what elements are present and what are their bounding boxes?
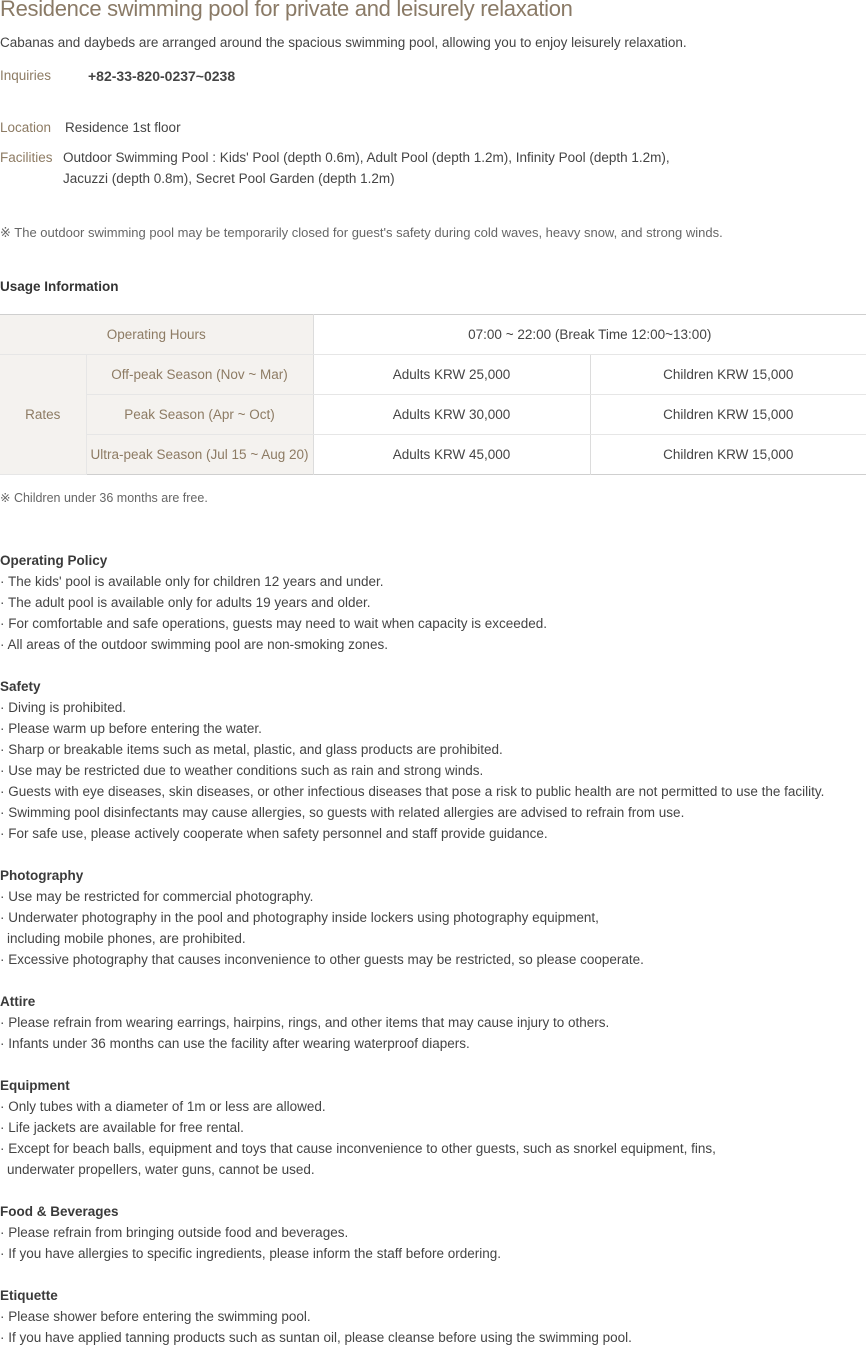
rate-row: [0, 355, 866, 395]
policy-item: · Underwater photography in the pool and photography inside lockers using photography equipment,: [0, 910, 599, 925]
policy-item: · Excessive photography that causes inconvenience to other guests may be restricted, so please cooperate.: [0, 952, 644, 967]
facilities-label: Facilities: [0, 150, 53, 165]
operating-hours-value: 07:00 ~ 22:00 (Break Time 12:00~13:00): [313, 315, 866, 355]
adult-rate: Adults KRW 30,000: [313, 395, 590, 435]
children-free-note: ※ Children under 36 months are free.: [0, 491, 208, 505]
policy-heading: Etiquette: [0, 1288, 58, 1303]
facilities-line-1: Outdoor Swimming Pool : Kids' Pool (depth 0.6m), Adult Pool (depth 1.2m), Infinity Pool (depth 1.2m),: [63, 150, 670, 165]
section-spacer: [0, 970, 824, 991]
section-spacer: [0, 655, 824, 676]
policy-item: · Guests with eye diseases, skin diseases, or other infectious diseases that pose a risk to public health are not permitted to use the facility.: [0, 784, 825, 799]
policy-item: · Diving is prohibited.: [0, 700, 127, 715]
policy-item: · For comfortable and safe operations, guests may need to wait when capacity is exceeded.: [0, 616, 548, 631]
rates-label: Rates: [0, 355, 86, 475]
policy-item: · For safe use, please actively cooperate when safety personnel and staff provide guidance.: [0, 826, 548, 841]
policy-heading: Attire: [0, 994, 36, 1009]
policy-item: · If you have allergies to specific ingredients, please inform the staff before ordering.: [0, 1246, 502, 1261]
season-label: Ultra-peak Season (Jul 15 ~ Aug 20): [86, 435, 313, 475]
policy-item: · All areas of the outdoor swimming pool are non-smoking zones.: [0, 637, 388, 652]
policy-item: · Life jackets are available for free rental.: [0, 1120, 244, 1135]
section-spacer: [0, 844, 824, 865]
policy-sections: [0, 550, 824, 1348]
operating-hours-row: [0, 315, 866, 355]
season-label: Peak Season (Apr ~ Oct): [86, 395, 313, 435]
location-value: Residence 1st floor: [65, 120, 181, 135]
policy-item: underwater propellers, water guns, cannot be used.: [7, 1162, 315, 1177]
inquiries-label: Inquiries: [0, 68, 52, 83]
policy-item: · Sharp or breakable items such as metal, plastic, and glass products are prohibited.: [0, 742, 503, 757]
policy-item: · Infants under 36 months can use the facility after wearing waterproof diapers.: [0, 1036, 470, 1051]
adult-rate: Adults KRW 45,000: [392, 447, 511, 462]
operating-hours-label: Operating Hours: [0, 315, 313, 355]
policy-heading: Safety: [0, 679, 41, 694]
location-label: Location: [0, 120, 52, 135]
rate-row: [0, 435, 866, 475]
child-rate: Children KRW 15,000: [590, 395, 866, 435]
usage-table: [0, 314, 866, 475]
closure-note: ※ The outdoor swimming pool may be temporarily closed for guest's safety during cold waves, heavy snow, and strong winds.: [0, 225, 723, 240]
policy-item: · Swimming pool disinfectants may cause allergies, so guests with related allergies are advised to refrain from use.: [0, 805, 685, 820]
policy-item: · Please refrain from wearing earrings, hairpins, rings, and other items that may cause injury to others.: [0, 1015, 610, 1030]
policy-item: · Please warm up before entering the water.: [0, 721, 262, 736]
policy-item: · The adult pool is available only for adults 19 years and older.: [0, 595, 371, 610]
policy-heading: Photography: [0, 868, 84, 883]
child-rate: Children KRW 15,000: [590, 355, 866, 395]
inquiries-phone[interactable]: +82-33-820-0237~0238: [88, 68, 236, 84]
intro-text: Cabanas and daybeds are arranged around the spacious swimming pool, allowing you to enjoy leisurely relaxation.: [0, 35, 687, 50]
facilities-line-2: Jacuzzi (depth 0.8m), Secret Pool Garden (depth 1.2m): [63, 171, 395, 186]
policy-item: including mobile phones, are prohibited.: [7, 931, 246, 946]
season-label: Off-peak Season (Nov ~ Mar): [86, 355, 313, 395]
policy-heading: Equipment: [0, 1078, 70, 1093]
usage-heading: Usage Information: [0, 279, 119, 294]
policy-item: · Please refrain from bringing outside food and beverages.: [0, 1225, 349, 1240]
policy-item: · Only tubes with a diameter of 1m or less are allowed.: [0, 1099, 326, 1114]
policy-item: · If you have applied tanning products such as suntan oil, please cleanse before using the swimming pool.: [0, 1330, 632, 1345]
policy-item: · The kids' pool is available only for children 12 years and under.: [0, 574, 384, 589]
adult-rate: Adults KRW 25,000: [313, 355, 590, 395]
policy-item: · Use may be restricted for commercial photography.: [0, 889, 314, 904]
page-title: Residence swimming pool for private and leisurely relaxation: [0, 0, 573, 21]
section-spacer: [0, 1054, 824, 1075]
policy-heading: Operating Policy: [0, 553, 108, 568]
policy-heading: Food & Beverages: [0, 1204, 119, 1219]
policy-item: · Except for beach balls, equipment and toys that cause inconvenience to other guests, such as snorkel equipment, fins,: [0, 1141, 716, 1156]
section-spacer: [0, 1180, 824, 1201]
rate-row: [0, 395, 866, 435]
policy-item: · Please shower before entering the swimming pool.: [0, 1309, 311, 1324]
policy-item: · Use may be restricted due to weather conditions such as rain and strong winds.: [0, 763, 484, 778]
child-rate: Children KRW 15,000: [590, 435, 866, 475]
section-spacer: [0, 1264, 824, 1285]
